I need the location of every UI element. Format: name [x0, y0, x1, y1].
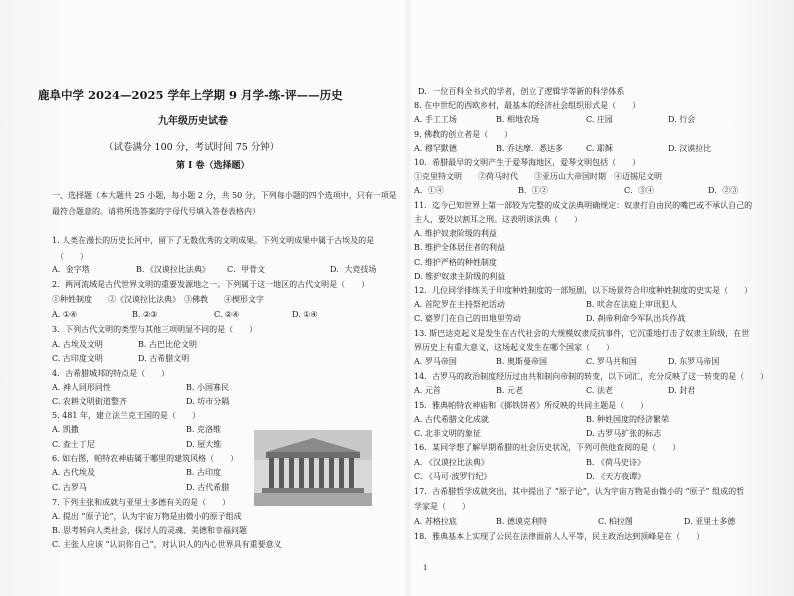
question-9: 9. 佛教的创立者是（ ）	[414, 130, 513, 139]
q3-option-d: D. 古希腊文明	[138, 354, 190, 363]
q4-option-d: D. 坊市分隔	[186, 397, 230, 406]
q3-option-b: B. 古巴比伦文明	[138, 340, 197, 349]
question-8: 8. 在中世纪的西欧乡村，最基本的经济社会组织形式是（ ）	[414, 101, 641, 110]
q8-option-a: A. 手工工场	[414, 115, 457, 124]
q11-option-d: D. 维护奴隶主阶级的利益	[414, 272, 506, 281]
q5-option-d: D. 屋大维	[186, 440, 222, 449]
q4-option-a: A. 神人同形同性	[52, 383, 111, 392]
question-5: 5. 481 年，建立法兰克王国的是（ ）	[52, 411, 200, 420]
question-12: 12．几位同学排练关于印度种姓制度的一部短剧，以下场景符合印度种姓制度的史实是（ ）	[414, 286, 753, 295]
question-4: 4．古希腊城邦的特点是（ ）	[52, 369, 170, 378]
q9-option-b: B. 乔达摩．悉达多	[496, 144, 563, 153]
q6-option-d: D. 古代希腊	[186, 483, 230, 492]
q13-option-a: A. 罗马帝国	[414, 357, 457, 366]
q8-option-c: C. 庄园	[586, 115, 613, 124]
section-instructions-1: 一、选择题（本大题共 25 小题，每小题 2 分，共 50 分，下列每小题的四个选项中，只有一项是	[52, 191, 397, 200]
q3-option-a: A. 古埃及文明	[52, 340, 103, 349]
question-13: 13. 斯巴达克起义是发生在古代社会的大规模奴隶反抗事件，它沉重地打击了奴隶主阶级，在世	[414, 329, 750, 338]
question-18: 18．雅典基本上实现了公民在法律面前人人平等，民主政治达到顶峰是在（ ）	[414, 532, 705, 541]
question-1-paren: （ ）	[56, 252, 88, 261]
q7-option-b: B. 思考转向人类社会，探讨人的灵魂、美德和幸福问题	[52, 526, 247, 535]
q14-option-c: C. 法老	[586, 386, 613, 395]
q11-option-b: B. 维护全体居住者的利益	[414, 243, 505, 252]
q9-option-a: A. 穆罕默德	[414, 144, 457, 153]
q4-option-b: B. 小国寡民	[186, 383, 229, 392]
question-11: 11．迄今已知世界上第一部较为完整的成文法典明确规定：奴隶打自由民的嘴巴或不承认自己的	[414, 201, 753, 210]
q9-option-d: D. 汉谟拉比	[668, 144, 712, 153]
q17-option-c: C. 柏拉图	[598, 517, 633, 526]
question-1: 1. 人类在漫长的历史长河中，留下了无数优秀的文明成果。下列文明成果中属于古埃及的是	[52, 236, 375, 245]
question-7: 7. 下列主张和成就与亚里士多德有关的是（ ）	[52, 498, 231, 507]
q2-option-b: B. ②③	[132, 310, 158, 319]
q15-option-a: A. 古代希腊文化成就	[414, 415, 489, 424]
exam-subtitle: 九年级历史试卷	[158, 116, 228, 127]
q3-option-c: C. 古印度文明	[52, 354, 103, 363]
q16-option-d: D. 《天方夜谭》	[586, 472, 646, 481]
q2-option-c: C. ②④	[214, 310, 240, 319]
exam-title: 鹿阜中学 2024—2025 学年上学期 9 月学-练-评——历史	[38, 88, 343, 102]
q17-option-d: D. 亚里士多德	[684, 517, 736, 526]
q13-option-d: D. 东罗马帝国	[668, 357, 720, 366]
q9-option-c: C. 耶稣	[586, 144, 613, 153]
question-14: 14．古罗马的政治制度经历过由共和制向帝制的转变，以下词汇，充分反映了这一转变的是（ ）	[414, 372, 769, 381]
q7-option-c: C. 主张人应该 “认识你自己”，对认识人的内心世界具有重要意义	[52, 540, 282, 549]
question-13-cont: 界历史上有重大意义，这场起义发生在哪个国家（ ）	[414, 343, 614, 352]
q1-option-c: C．甲骨文	[227, 265, 266, 274]
question-2: 2．两河流域是古代世界文明的重要发源地之一。下列属于这一地区的古代文明是（ ）	[52, 280, 370, 289]
q16-option-b: B. 《荷马史诗》	[586, 458, 645, 467]
page-fold-shadow	[404, 0, 412, 596]
q10-option-d: D．②③	[708, 186, 739, 195]
q12-option-c: C. 婆罗门在自己的田地里劳动	[414, 314, 521, 323]
question-15: 15．雅典帕特农神庙和《掷铁饼者》所反映的共同主题是（ ）	[414, 401, 649, 410]
q5-option-b: B. 克洛维	[186, 425, 221, 434]
question-17: 17．古希腊哲学成就突出，其中提出了 “原子论”，认为宇宙万物是由微小的 “原子” 组成的哲	[414, 487, 745, 496]
q2-option-a: A. ①④	[52, 310, 78, 319]
q10-option-a: A．①④	[414, 186, 444, 195]
q4-option-c: C. 农耕文明街道整齐	[52, 397, 127, 406]
q6-option-a: A. 古代埃及	[52, 468, 95, 477]
q14-option-d: D. 封君	[668, 386, 696, 395]
q6-option-b: B. 古印度	[186, 468, 221, 477]
q15-option-b: B. 种姓国度的经济繁荣	[586, 415, 669, 424]
q14-option-b: B. 元老	[496, 386, 523, 395]
q6-option-c: C. 古罗马	[52, 483, 87, 492]
q1-option-d: D．大竞技场	[330, 265, 377, 274]
question-2-items: ①种姓制度 ②《汉谟拉比法典》 ③佛教 ④楔形文字	[52, 295, 264, 304]
q15-option-c: C. 北非文明的象征	[414, 429, 481, 438]
q15-option-d: D. 古罗马扩张的标志	[586, 429, 662, 438]
q12-option-a: A. 首陀罗在主持祭祀活动	[414, 300, 505, 309]
q1-option-b: B．《汉谟拉比法典》	[136, 265, 210, 274]
q5-option-a: A. 凯撒	[52, 425, 79, 434]
q5-option-c: C. 查士丁尼	[52, 440, 95, 449]
q16-option-c: C. 《马可·波罗行纪》	[414, 472, 492, 481]
question-10-items: ①克里特文明 ②荷马时代 ③亚历山大帝国时期 ④迈锡尼文明	[414, 172, 662, 181]
q8-option-d: D. 行会	[668, 115, 696, 124]
question-11-cont: 主人，要处以割耳之刑。这表明该法典（ ）	[414, 215, 582, 224]
q17-option-a: A. 苏格拉底	[414, 517, 457, 526]
q13-option-c: C. 罗马共和国	[586, 357, 637, 366]
q14-option-a: A. 元首	[414, 386, 441, 395]
question-3: 3．下列古代文明的类型与其他三项明显不同的是（ ）	[52, 325, 258, 334]
q10-option-c: C．③④	[624, 186, 655, 195]
question-6: 6. 如右图，帕特农神庙属于哪里的建筑风格（ ）	[52, 454, 239, 463]
q7-option-d: D．一位百科全书式的学者，创立了逻辑学等新的科学体系	[418, 87, 625, 96]
section-instructions-2: 最符合题意的。请将所选答案的字母代号填入答卷表格内）	[52, 207, 260, 216]
q2-option-d: D. ①④	[292, 310, 318, 319]
q13-option-b: B. 奥斯曼帝国	[496, 357, 547, 366]
question-10: 10．希腊最早的文明产生于爱琴海地区，爱琴文明包括（ ）	[414, 158, 641, 167]
question-16: 16．某同学想了解早期希腊的社会历史状况，下列可供他查阅的是（ ）	[414, 443, 681, 452]
question-17-cont: 学家是（ ）	[414, 502, 470, 511]
volume-heading: 第 I 卷（选择题）	[176, 161, 250, 171]
q12-option-d: D. 刹帝利命令军队出兵作战	[586, 314, 686, 323]
q12-option-b: B. 吠舍在法庭上审讯犯人	[586, 300, 677, 309]
q10-option-b: B．①②	[518, 186, 548, 195]
q11-option-a: A. 维护奴隶阶级的利益	[414, 229, 497, 238]
score-note: （试卷满分 100 分，考试时间 75 分钟）	[104, 142, 280, 153]
q11-option-c: C. 维护严格的种姓制度	[414, 258, 497, 267]
q1-option-a: A．金字塔	[52, 265, 90, 274]
q7-option-a: A. 提出 “原子论”，认为宇宙万物是由微小的原子组成	[52, 512, 242, 521]
page-mark: 1	[423, 564, 428, 572]
q8-option-b: B. 相地农场	[496, 115, 539, 124]
q16-option-a: A. 《汉谟拉比法典》	[414, 458, 489, 467]
q17-option-b: B. 德谟克利特	[496, 517, 547, 526]
parthenon-image	[254, 430, 372, 506]
